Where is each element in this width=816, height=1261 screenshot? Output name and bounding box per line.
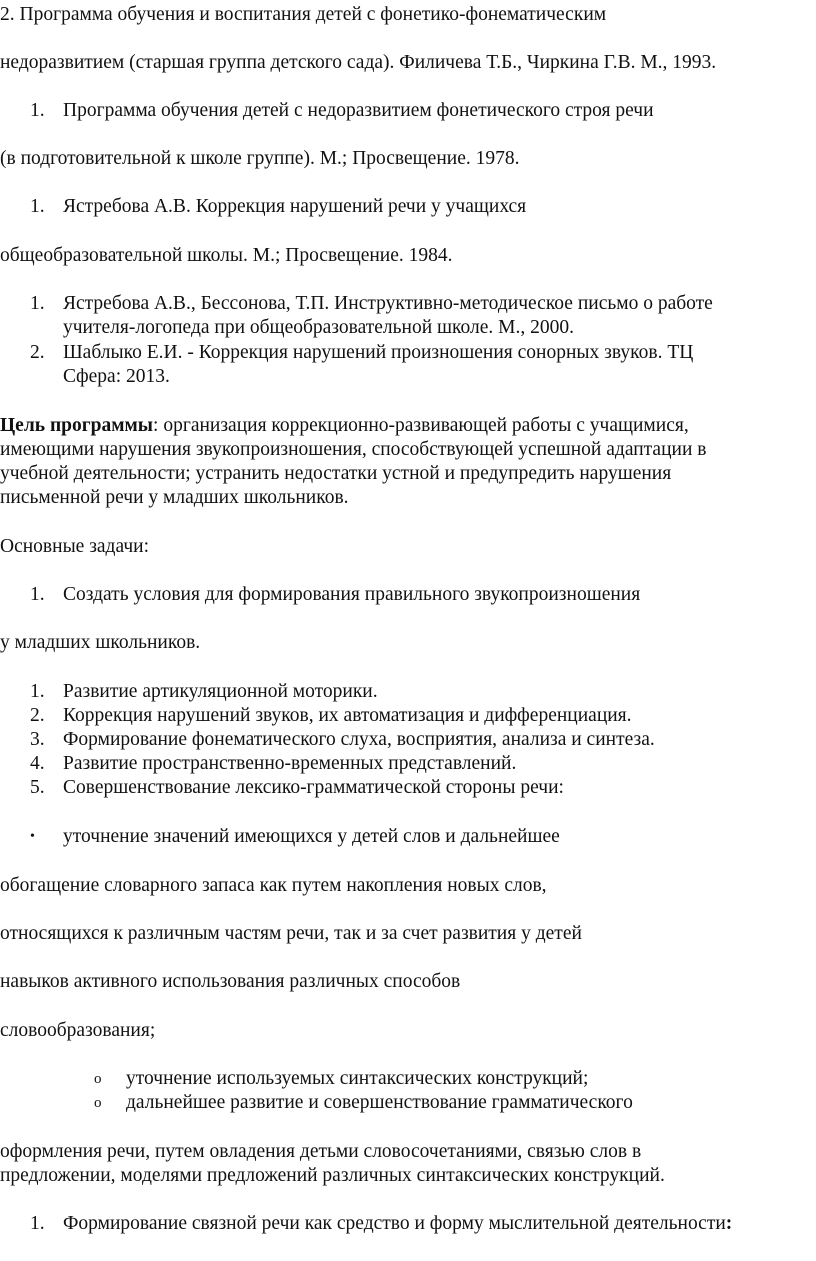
sub-list-item: уточнение используемых синтаксических конструкций; [126,1068,589,1089]
list-number: 5. [30,777,45,798]
list-item-text: Формирование связной речи как средство и форму мыслительной деятельности [63,1213,726,1234]
text-line: письменной речи у младших школьников. [0,487,349,508]
tasks-heading: Основные задачи: [0,536,150,557]
list-item: Создать условия для формирования правильного звукопроизношения [63,584,641,605]
list-item-colon: : [725,1213,733,1234]
text-line: обогащение словарного запаса как путем накопления новых слов, [0,875,547,896]
list-item: Программа обучения детей с недоразвитием фонетического строя речи [63,100,654,121]
list-item: Шаблыко Е.И. - Коррекция нарушений произношения сонорных звуков. ТЦ [63,342,694,363]
text-line: недоразвитием (старшая группа детского сада). Филичева Т.Б., Чиркина Г.В. М., 1993. [0,52,717,73]
list-number: 1. [30,1213,45,1234]
list-number: 1. [30,196,45,217]
list-item [63,1214,732,1234]
list-item-continuation: Сфера: 2013. [63,366,170,387]
list-number: 4. [30,753,45,774]
bullet-icon: • [30,829,35,844]
goal-text: : организация коррекционно-развивающей работы с учащимися, [153,415,689,436]
list-item: Совершенствование лексико-грамматической стороны речи: [63,777,564,798]
list-number: 2. [30,342,45,363]
list-item-continuation: учителя-логопеда при общеобразовательной школе. М., 2000. [63,317,575,338]
list-number: 2. [30,705,45,726]
text-line: навыков активного использования различных способов [0,971,461,992]
text-line: предложении, моделями предложений различных синтаксических конструкций. [0,1165,665,1186]
list-item: Развитие пространственно-временных представлений. [63,753,517,774]
text-line: общеобразовательной школы. М.; Просвещение. 1984. [0,245,453,266]
text-line: словообразования; [0,1020,156,1041]
goal-label: Цель программы [0,415,154,436]
list-number: 1. [30,100,45,121]
list-item: Ястребова А.В. Коррекция нарушений речи у учащихся [63,196,527,217]
sub-list-item: дальнейшее развитие и совершенствование грамматического [126,1092,633,1113]
text-line: 2. Программа обучения и воспитания детей с фонетико-фонематическим [0,4,607,25]
text-line: (в подготовительной к школе группе). М.; Просвещение. 1978. [0,148,520,169]
goal-paragraph [0,416,689,436]
list-number: 1. [30,681,45,702]
text-line: имеющими нарушения звукопроизношения, способствующей успешной адаптации в [0,439,707,460]
list-item: Ястребова А.В., Бессонова, Т.П. Инструктивно-методическое письмо о работе [63,293,713,314]
list-item: уточнение значений имеющихся у детей слов и дальнейшее [63,826,560,847]
list-number: 3. [30,729,45,750]
list-item: Формирование фонематического слуха, восприятия, анализа и синтеза. [63,729,655,750]
sub-bullet-icon: o [94,1095,102,1111]
text-line: учебной деятельности; устранить недостатки устной и предупредить нарушения [0,463,672,484]
list-item: Развитие артикуляционной моторики. [63,681,378,702]
list-number: 1. [30,584,45,605]
list-item: Коррекция нарушений звуков, их автоматизация и дифференциация. [63,705,632,726]
text-line: относящихся к различным частям речи, так и за счет развития у детей [0,923,582,944]
sub-bullet-icon: o [94,1071,102,1087]
text-line: у младших школьников. [0,632,201,653]
list-number: 1. [30,293,45,314]
text-line: оформления речи, путем овладения детьми словосочетаниями, связью слов в [0,1141,642,1162]
